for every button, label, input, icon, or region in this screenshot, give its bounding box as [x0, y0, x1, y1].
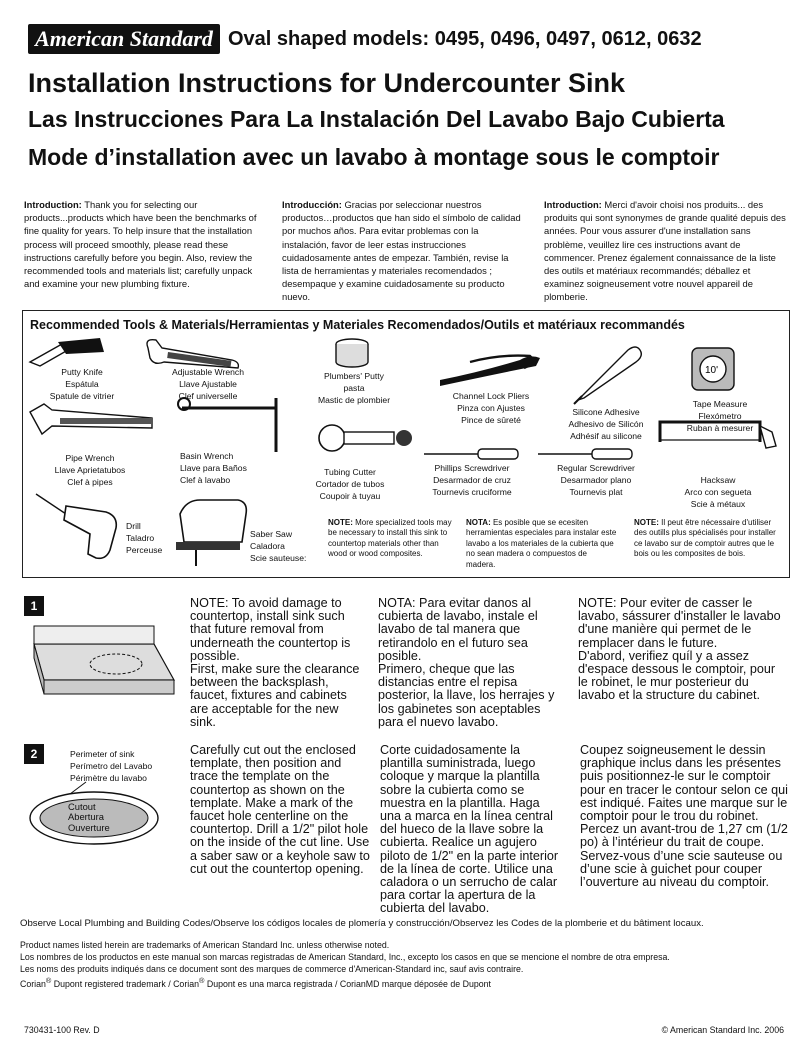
- tool-name: Pinza con Ajustes: [457, 403, 525, 413]
- tool-name: Llave Ajustable: [179, 379, 237, 389]
- registered-mark: ®: [45, 976, 52, 985]
- step-2-english: Carefully cut out the enclosed template, then position and trace the template on the countertop as shown on the template. Make a mark of the faucet hole centerline on the countertop. Drill a 1/2" pilot hole on the inside of the cut line. Use a saber saw or a keyhole saw to cut out the countertop opening.: [190, 743, 370, 876]
- tape-value: 10': [705, 365, 719, 376]
- tape-measure-icon: [692, 348, 734, 390]
- intro-label: Introducción:: [282, 199, 342, 210]
- note-english: [328, 518, 458, 560]
- tool-name: Spatule de vitrier: [49, 391, 115, 401]
- tool-name: Tournevis cruciforme: [432, 487, 512, 497]
- tool-name: Espátula: [65, 379, 99, 389]
- label-silicone-adhesive: [556, 406, 656, 442]
- document-number: 730431-100 Rev. D: [24, 1025, 100, 1035]
- putty-jar-icon: [336, 339, 368, 367]
- tool-name: Mastic de plombier: [317, 395, 391, 405]
- tool-name: Flexómetro: [698, 411, 742, 421]
- note-text: Es posible que se ecesiten herramientas especiales para instalar este lavabo a los materiales de la cubierta que no sean madera o compuestos de madera.: [466, 518, 617, 569]
- tool-name: Scie à métaux: [690, 499, 746, 509]
- tool-name: Adjustable Wrench: [172, 367, 244, 377]
- step-2-spanish: Corte cuidadosamente la plantilla suministrada, luego coloque y marque la plantilla sobre la cubierta como se muestra en la plantilla. Haga una a marca en la línea central del hueco de la llave sobre la cubierta. Realice un agujero piloto de 1/2" en la parte interior de la línea de corte. Utilice una caladora o un serrucho de calar para cortar la apertura de la cubierta del lavabo.: [380, 743, 559, 916]
- title-spanish: Las Instrucciones Para La Instalación Del Lavabo Bajo Cubierta: [28, 106, 725, 132]
- label-tubing-cutter: [300, 466, 400, 502]
- note-label: NOTE:: [634, 518, 659, 527]
- label-perimeter: [70, 748, 174, 784]
- copyright: © American Standard Inc. 2006: [661, 1025, 784, 1035]
- tool-name: Clef universelle: [178, 391, 238, 401]
- label-pipe-wrench: [40, 452, 140, 488]
- models-heading: Oval shaped models: 0495, 0496, 0497, 0612, 0632: [228, 28, 702, 50]
- tool-name: Pince de sûreté: [461, 415, 521, 425]
- step-1-french: NOTE: Pour eviter de casser le lavabo, sássurer d'installer le lavabo d'une manière qui permet de le remplacer dans le future. D'abord, verifiez quíl y a assez d'espace dessous le comptoir, pour le robinet, le mur posterieur du lavabo et la structure du cabinet.: [578, 596, 781, 703]
- tool-name: Desarmador de cruz: [433, 475, 511, 485]
- pipe-wrench-icon: [30, 404, 152, 434]
- saber-saw-icon: [176, 500, 246, 566]
- label-saber-saw: [250, 528, 320, 564]
- phillips-screwdriver-icon: [424, 449, 518, 459]
- step-2-number: 2: [24, 744, 44, 764]
- tools-heading: Recommended Tools & Materials/Herramientas y Materiales Recomendados/Outils et matériaux recommandés: [30, 318, 685, 332]
- tool-name: Llave para Baños: [180, 463, 247, 473]
- label-plumbers-putty: [302, 370, 406, 406]
- note-text: More specialized tools may be necessary to install this sink to countertop materials other than wood or wood composites.: [328, 518, 452, 559]
- tool-name: pasta: [343, 383, 365, 393]
- tool-name: Tubing Cutter: [324, 467, 376, 477]
- tool-name: Llave Aprietatubos: [54, 465, 126, 475]
- label-drill: [126, 520, 170, 556]
- corian-notice: [20, 975, 790, 991]
- silicone-tube-icon: [574, 347, 641, 404]
- cutout-text: Cutout: [68, 801, 96, 812]
- tool-name: Clef à pipes: [67, 477, 113, 487]
- tool-name: Clef à lavabo: [180, 475, 231, 485]
- corian-a: Corian: [20, 978, 46, 989]
- tool-name: Ruban à mesurer: [686, 423, 754, 433]
- tool-name: Adhésif au silicone: [570, 431, 642, 441]
- tool-name: Cortador de tubos: [315, 479, 385, 489]
- tool-name: Hacksaw: [700, 475, 736, 485]
- intro-text: Gracias por seleccionar nuestros productos…productos que han sido el símbolo de calidad por muchos años. Para evitar problemas con la instalación, favor de leer estas instrucciones cuidadosamente antes de empezar. También, revise la lista de herramientas y materiales recomendados ; desempaque y examine cuidadosamente su producto nuevo.: [282, 199, 521, 303]
- note-label: NOTE:: [328, 518, 353, 527]
- tool-name: Tournevis plat: [569, 487, 623, 497]
- label-putty-knife: [30, 366, 134, 402]
- tool-name: Saber Saw: [250, 529, 293, 539]
- brand-logo: American Standard: [28, 24, 220, 54]
- tool-name: Perceuse: [126, 545, 163, 555]
- intro-label: Introduction:: [24, 199, 82, 210]
- registered-mark: ®: [199, 976, 205, 985]
- cutout-text: Abertura: [68, 811, 104, 823]
- countertop-illustration: [24, 620, 174, 710]
- corian-b: Dupont registered trademark / Corian: [51, 978, 199, 989]
- tool-name: Drill: [126, 521, 141, 531]
- intro-label: Introduction:: [544, 199, 602, 210]
- tool-name: Adhesivo de Silicón: [568, 419, 644, 429]
- codes-notice: Observe Local Plumbing and Building Codes/Observe los códigos locales de plomería y construcción/Observez les Codes de la plomberie et du bâtiment locaux.: [20, 918, 704, 929]
- perimeter-text: Perimeter of sink: [70, 749, 135, 759]
- step-1-spanish: NOTA: Para evitar danos al cubierta de lavabo, instale el lavabo de tal manera que retirandolo en el futuro sea posible. Primero, cheque que las distancias entre el repisa posterior, la llave, los herrajes y los gabinetes son aceptables para el nuevo lavabo.: [378, 596, 555, 729]
- tool-name: Regular Screwdriver: [557, 463, 635, 473]
- label-adjustable-wrench: [160, 366, 256, 402]
- trademark-french: Les noms des produits indiqués dans ce document sont des marques de commerce d'American-Standard inc, sauf avis contraire.: [20, 964, 524, 974]
- perimeter-text: Perímetro del Lavabo: [70, 761, 153, 771]
- step-1-english: NOTE: To avoid damage to countertop, install sink such that future removal from underneath the countertop is possible. First, make sure the clearance between the backsplash, faucet, fixtures and cabinets are acceptable for the new sink.: [190, 596, 360, 729]
- tool-name: Basin Wrench: [180, 451, 234, 461]
- note-label: NOTA:: [466, 518, 491, 527]
- tool-name: Pipe Wrench: [65, 453, 115, 463]
- label-phillips-screwdriver: [422, 462, 522, 498]
- tool-name: Silicone Adhesive: [572, 407, 640, 417]
- note-french: [634, 518, 782, 560]
- basin-wrench-icon: [178, 398, 276, 452]
- tool-name: Putty Knife: [61, 367, 103, 377]
- tool-name: Scie sauteuse:: [250, 553, 307, 563]
- tool-name: Caladora: [250, 541, 285, 551]
- putty-knife-icon: [30, 338, 104, 366]
- adjustable-wrench-icon: [147, 340, 238, 368]
- tubing-cutter-icon: [319, 425, 412, 451]
- step-1-number: 1: [24, 596, 44, 616]
- title-english: Installation Instructions for Undercounter Sink: [28, 68, 626, 98]
- tool-name: Taladro: [126, 533, 155, 543]
- channel-lock-pliers-icon: [440, 356, 540, 386]
- tool-name: Plumbers' Putty: [324, 371, 384, 381]
- label-tape-measure: [670, 398, 770, 434]
- note-text: Il peut être nécessaire d'utiliser des outills plus spécialisés pour installer ce lavabo sur de comptoir autres que le bois ou les composites de bois.: [634, 518, 776, 559]
- perimeter-text: Périmètre du lavabo: [70, 773, 147, 783]
- title-french: Mode d’installation avec un lavabo à montage sous le comptoir: [28, 144, 720, 170]
- tool-name: Phillips Screwdriver: [434, 463, 510, 473]
- label-basin-wrench: [180, 450, 264, 486]
- intro-text: Merci d'avoir choisi nos produits... des produits qui sont synonymes de grande qualité depuis des années. Pour vous assurer d'une installation sans problème, veuillez lire ces instructions avant de commencer. Prenez également connaissance de la liste des outils et matériaux recommandés; déballez et examinez soigneusement votre nouvel appareil de plomberie.: [544, 199, 786, 303]
- corian-c: Dupont es una marca registrada / CorianMD marque déposée de Dupont: [204, 978, 491, 989]
- cutout-text: Ouverture: [68, 821, 110, 833]
- tool-name: Channel Lock Pliers: [452, 391, 530, 401]
- intro-text: Thank you for selecting our products...products which have been the benchmarks of fine quality for years. To help insure that the installation process will proceed smoothly, please read these instructions carefully before you begin. Also, review the recommended tools and materials list; carefully unpack and examine your new plumbing fixture.: [24, 199, 257, 290]
- label-regular-screwdriver: [546, 462, 646, 498]
- label-cutout: [68, 802, 128, 833]
- regular-screwdriver-icon: [538, 449, 632, 459]
- trademark-spanish: Los nombres de los productos en este manual son marcas registradas de American Standard, Inc., excepto los casos en que se mencione el nombre de otra empresa.: [20, 952, 670, 962]
- note-spanish: [466, 518, 618, 570]
- trademark-english: Product names listed herein are trademarks of American Standard Inc. unless otherwise noted.: [20, 940, 390, 950]
- drill-icon: [36, 494, 116, 558]
- tool-name: Desarmador plano: [560, 475, 632, 485]
- label-hacksaw: [668, 474, 768, 510]
- tool-name: Arco con segueta: [684, 487, 752, 497]
- tool-name: Coupoir à tuyau: [319, 491, 381, 501]
- step-2-french: Coupez soigneusement le dessin graphique inclus dans les présentes puis positionnez-le sur le comptoir pour en tracer le contour selon ce qui est indiqué. Faites une marque sur le comptoir pour le trou du robinet. Percez un avant-trou de 1,27 cm (1/2 po) à l’intérieur du trait de coupe. Servez-vous d’une scie sauteuse ou d’une scie à guichet pour couper l’ouverture au niveau du comptoir.: [580, 743, 788, 890]
- tool-name: Tape Measure: [692, 399, 748, 409]
- label-channel-lock-pliers: [432, 390, 550, 426]
